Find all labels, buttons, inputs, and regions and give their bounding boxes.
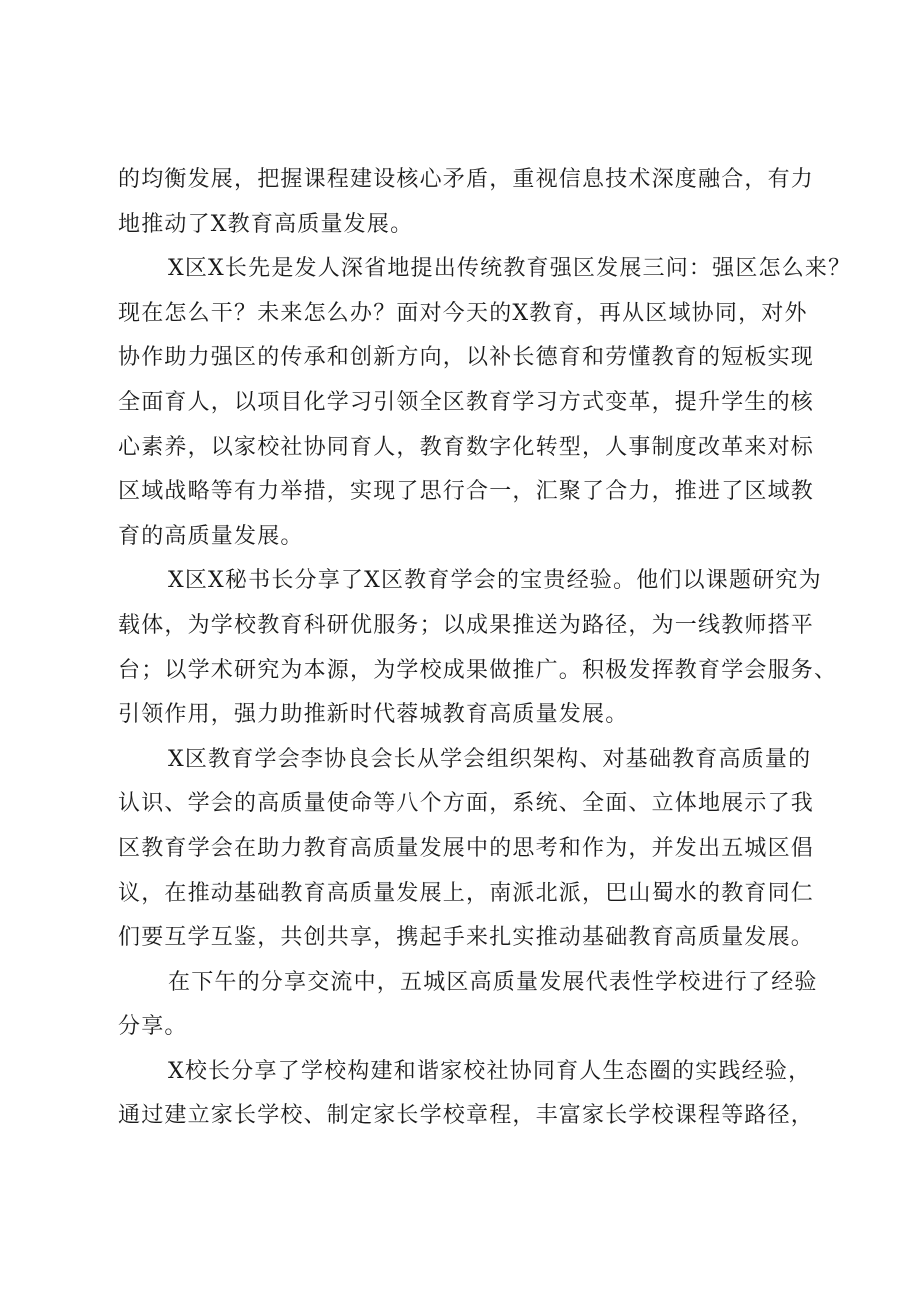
text-line: 分享。	[118, 1014, 188, 1040]
document-body	[118, 158, 852, 1139]
text-line: X区X长先是发人深省地提出传统教育强区发展三问：强区怎么来？	[168, 256, 852, 282]
text-line: X校长分享了学校构建和谐家校社协同育人生态圈的实践经验，	[168, 1058, 812, 1084]
text-line: 议，在推动基础教育高质量发展上，南派北派，巴山蜀水的教育同仁	[118, 880, 815, 906]
text-line: 育的高质量发展。	[118, 523, 304, 549]
text-line: X区X秘书长分享了X区教育学会的宝贵经验。他们以课题研究为	[168, 568, 822, 594]
text-line: 区域战略等有力举措，实现了思行合一，汇聚了合力，推进了区域教	[118, 479, 815, 505]
text-line: 们要互学互鉴，共创共享，携起手来扎实推动基础教育高质量发展。	[118, 925, 815, 951]
text-line: 的均衡发展，把握课程建设核心矛盾，重视信息技术深度融合，有力	[118, 167, 815, 192]
text-line: 心素养，以家校社协同育人，教育数字化转型，人事制度改革来对标	[118, 434, 815, 460]
text-line: 载体，为学校教育科研优服务；以成果推送为路径，为一线教师搭平	[118, 612, 815, 638]
text-line: 现在怎么干？未来怎么办？面对今天的X教育，再从区域协同，对外	[118, 300, 808, 326]
text-line: 台；以学术研究为本源，为学校成果做推广。积极发挥教育学会服务、	[118, 657, 838, 683]
text-line: 引领作用，强力助推新时代蓉城教育高质量发展。	[118, 702, 629, 728]
text-line: X区教育学会李协良会长从学会组织架构、对基础教育高质量的	[168, 746, 812, 772]
text-line: 地推动了X教育高质量发展。	[118, 211, 414, 237]
text-line: 认识、学会的高质量使命等八个方面，系统、全面、立体地展示了我	[118, 791, 815, 817]
text-line: 通过建立家长学校、制定家长学校章程，丰富家长学校课程等路径，	[118, 1103, 815, 1129]
text-line: 在下午的分享交流中，五城区高质量发展代表性学校进行了经验	[168, 969, 818, 995]
text-line: 全面育人，以项目化学习引领全区教育学习方式变革，提升学生的核	[118, 389, 815, 415]
text-line: 协作助力强区的传承和创新方向，以补长德育和劳懂教育的短板实现	[118, 345, 815, 371]
text-line: 区教育学会在助力教育高质量发展中的思考和作为，并发出五城区倡	[118, 835, 815, 861]
